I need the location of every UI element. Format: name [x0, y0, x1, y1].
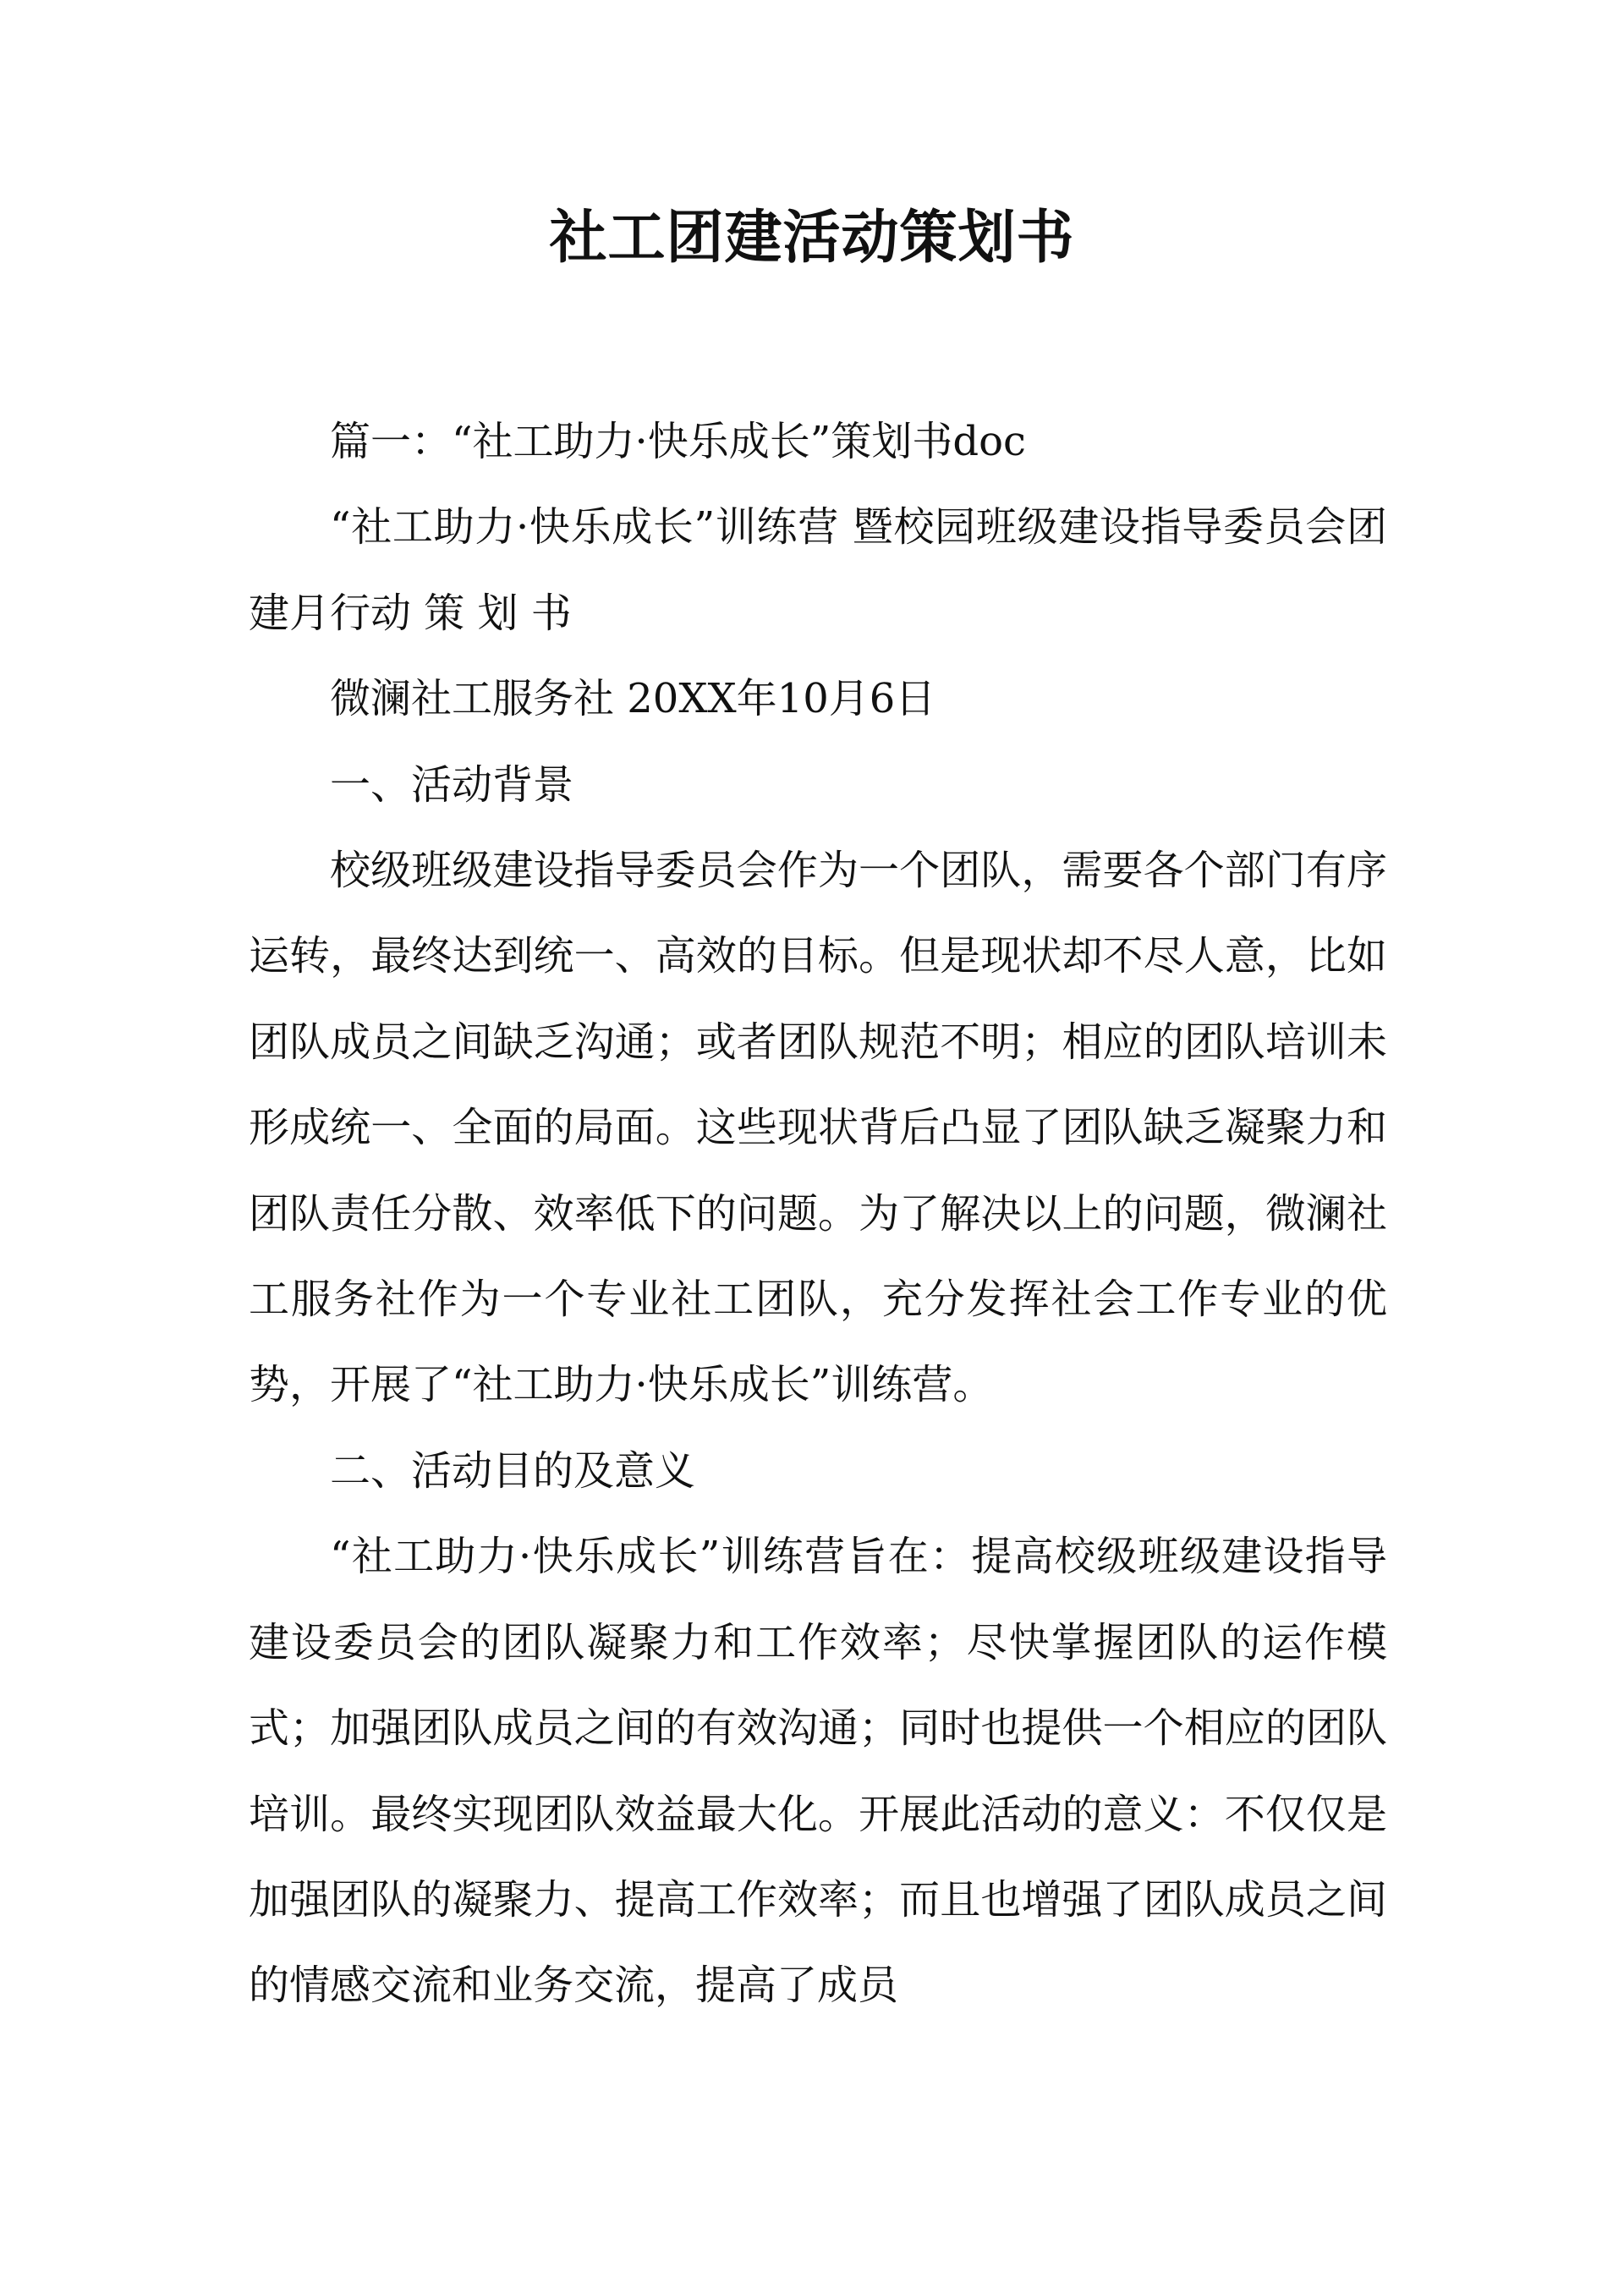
- author-date-line: 微澜社工服务社 20XX年10月6日: [330, 675, 936, 723]
- plan-subtitle: “社工助力·快乐成长”训练营 暨校园班级建设指导委员会团建月行动 策 划 书: [249, 503, 1387, 637]
- section-heading-part-one: 篇一：“社工助力·快乐成长”策划书doc: [330, 418, 1026, 465]
- section-heading-background: 一、活动背景: [330, 760, 574, 809]
- purpose-paragraph: “社工助力·快乐成长”训练营旨在：提高校级班级建设指导建设委员会的团队凝聚力和工作效率；尽快掌握团队的运作模式；加强团队成员之间的有效沟通；同时也提供一个相应的团队培训。最终实现团队效益最大化。开展此活动的意义：不仅仅是加强团队的凝聚力、提高工作效率；而且也增强了团队成员之间的情感交流和业务交流，提高了成员: [249, 1533, 1387, 2010]
- document-body: [249, 399, 1387, 2029]
- document-title: 社工团建活动策划书: [549, 204, 1075, 272]
- section-heading-purpose: 二、活动目的及意义: [330, 1446, 696, 1495]
- background-paragraph: 校级班级建设指导委员会作为一个团队，需要各个部门有序运转，最终达到统一、高效的目标。但是现状却不尽人意，比如团队成员之间缺乏沟通；或者团队规范不明；相应的团队培训未形成统一、全面的局面。这些现状背后凸显了团队缺乏凝聚力和团队责任分散、效率低下的问题。为了解决以上的问题，微澜社工服务社作为一个专业社工团队，充分发挥社会工作专业的优势，开展了“社工助力·快乐成长”训练营。: [249, 847, 1387, 1409]
